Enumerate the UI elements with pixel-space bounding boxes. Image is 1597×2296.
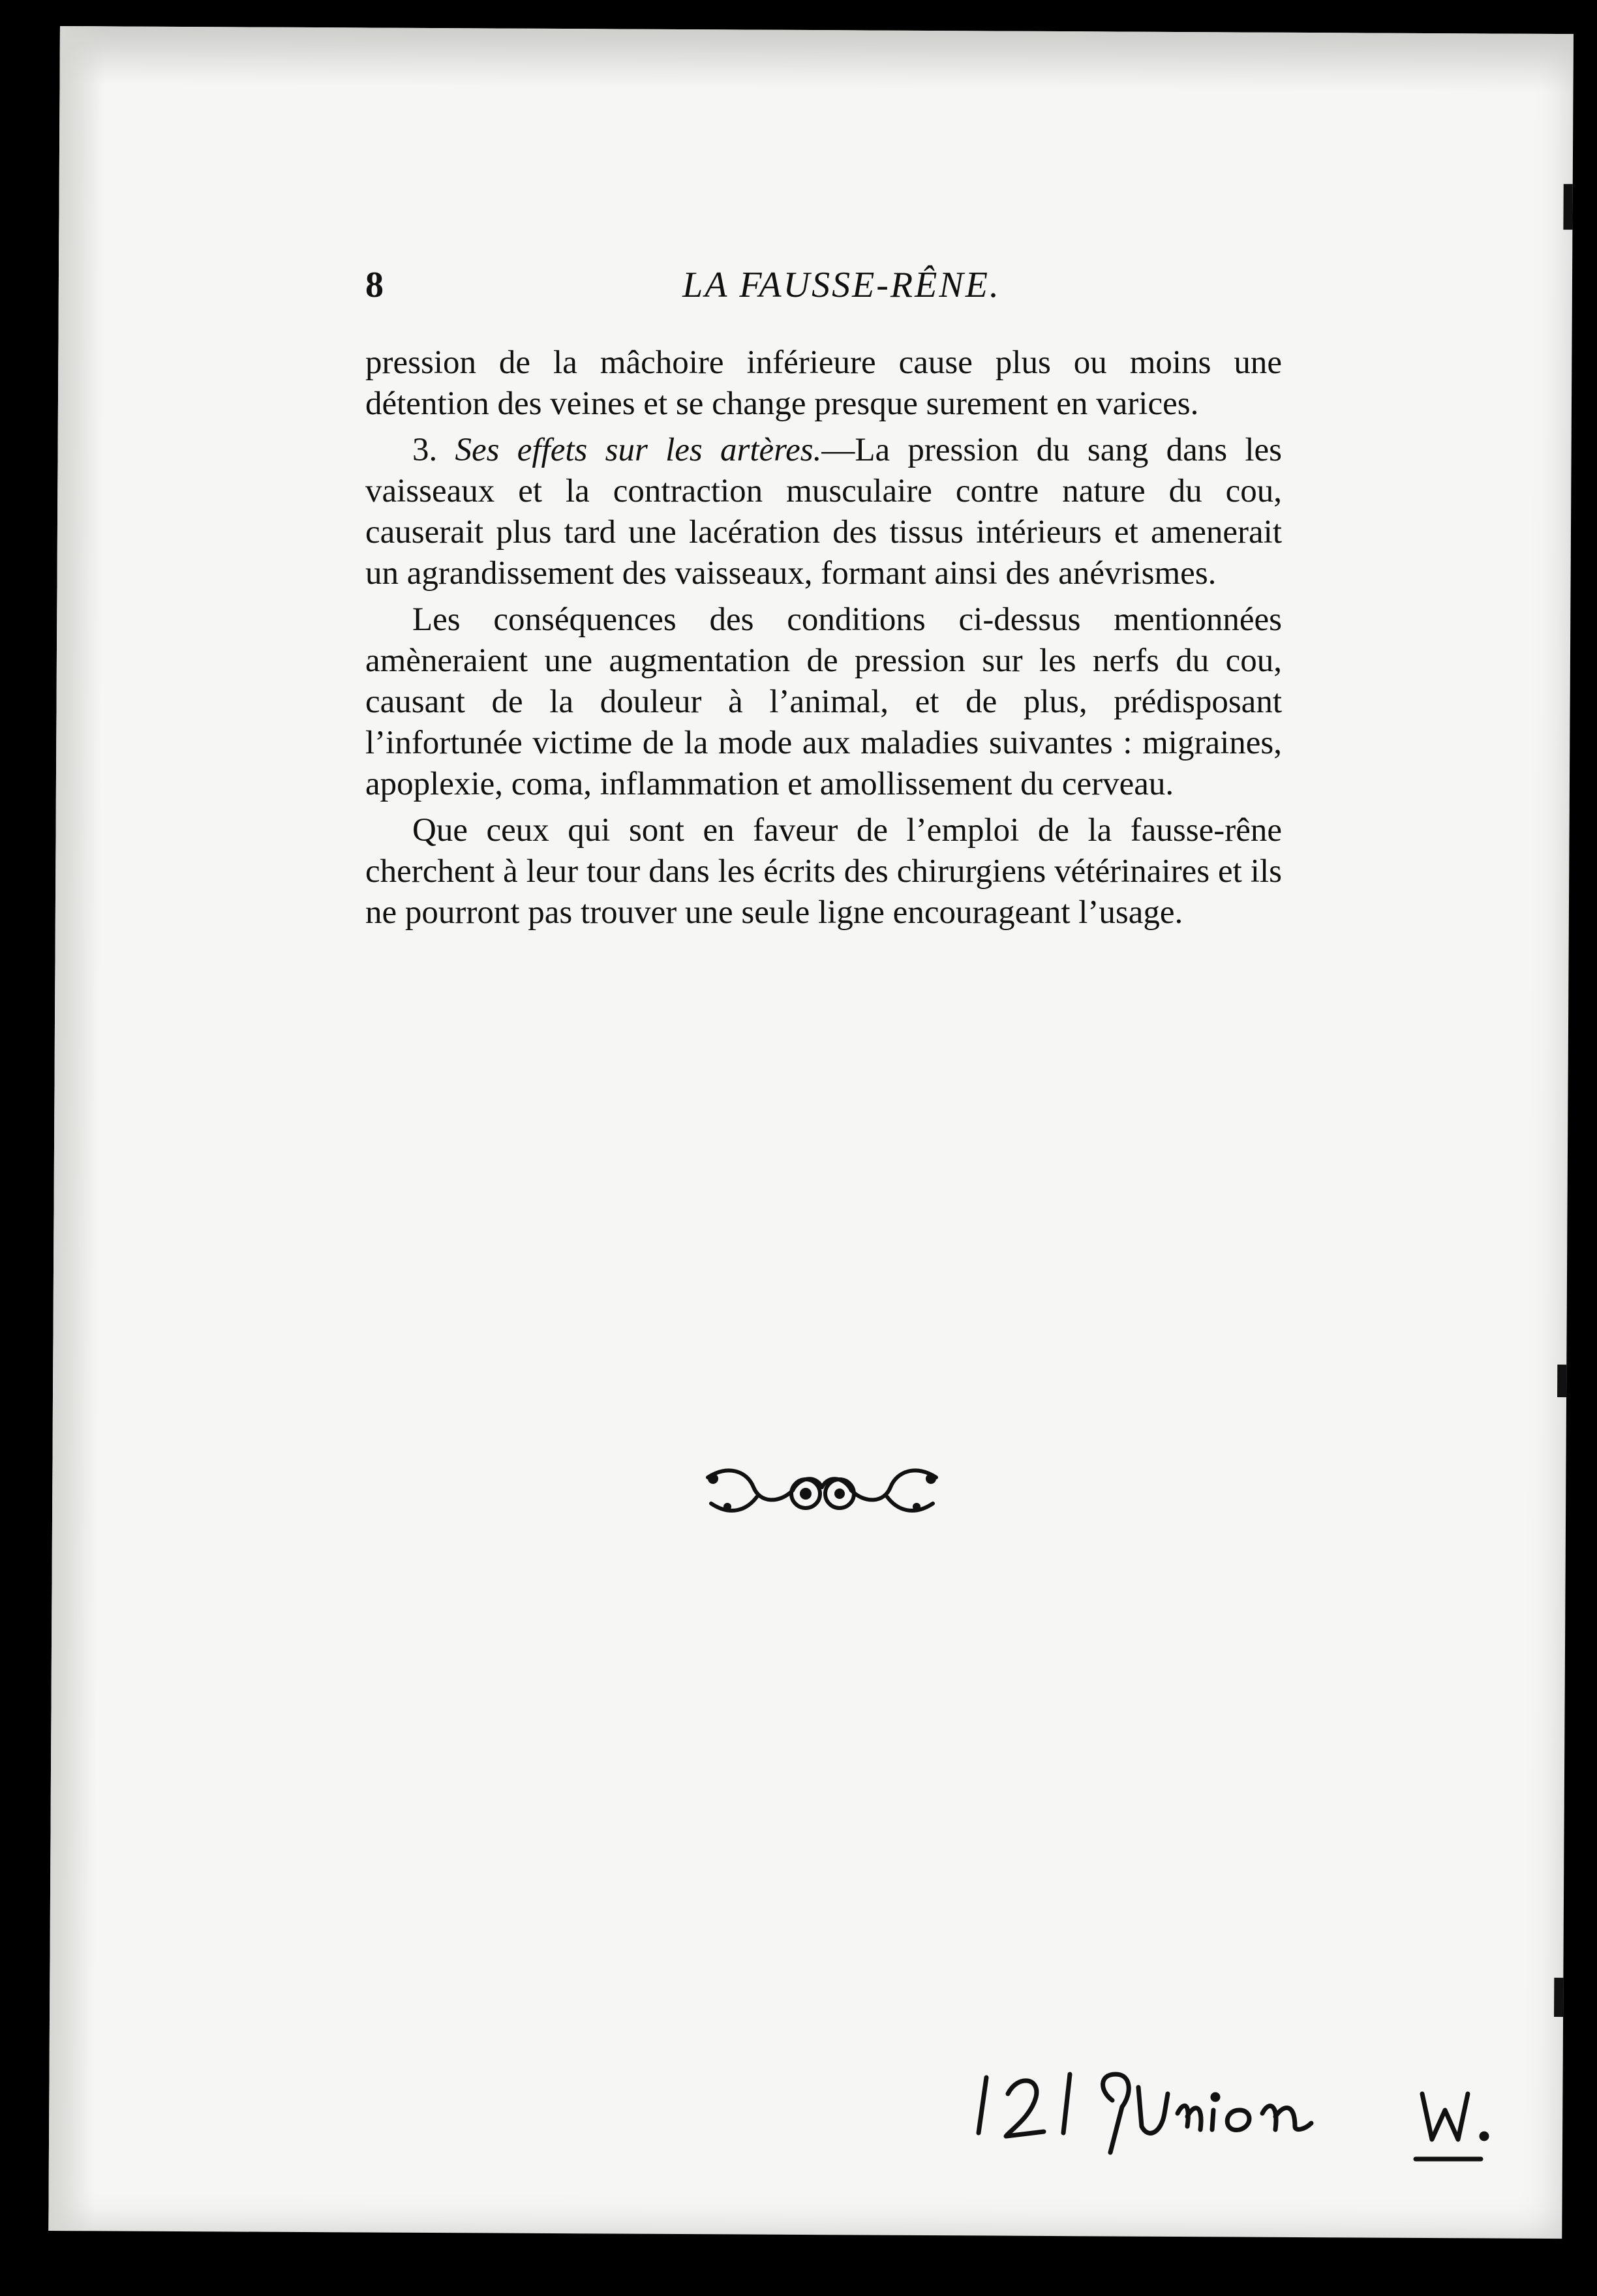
section-number: 3. (412, 432, 438, 468)
paragraph-arteries (365, 430, 1282, 594)
paragraph-consequences: Les conséquences des conditions ci-dessus mentionnées amèneraient une augmentation de pression sur les nerfs du cou, causant de la douleur à l’animal, et de plus, prédisposant l’infortunée victime de la mode aux maladies suivantes : migraines, apoplexie, coma, inflammation et amollissement du cerveau. (365, 601, 1282, 802)
body-text (365, 342, 1282, 933)
page-top-shadow (60, 26, 1574, 93)
handwritten-address (966, 2055, 1540, 2166)
floral-ornament-icon (701, 1458, 943, 1523)
running-title: LA FAUSSE-RÊNE. (682, 265, 1001, 305)
section-heading: Ses effets sur les artères. (455, 432, 822, 468)
running-head (365, 264, 1292, 310)
edge-mark (1563, 184, 1572, 230)
paragraph-conclusion: Que ceux qui sont en faveur de l’emploi de la fausse-rêne cherchent à leur tour dans les écrits des chirurgiens vétérinaires et ils ne pourront pas trouver une seule ligne encourageant l’usage. (365, 812, 1282, 931)
edge-mark (1554, 1978, 1563, 2017)
section-text: —La pression du sang dans les vaisseaux et la contraction musculaire contre nature du cou, causerait plus tard une lacération des tissus intérieurs et amenerait un agrandissement des vaisseaux, formant ainsi des anévrismes. (365, 432, 1282, 592)
page-number: 8 (365, 265, 384, 305)
edge-mark (1557, 1365, 1566, 1397)
page-left-shadow (48, 26, 106, 2231)
paragraph-veins: pression de la mâchoire inférieure cause plus ou moins une détention des veines et se change presque surement en varices. (365, 344, 1282, 422)
